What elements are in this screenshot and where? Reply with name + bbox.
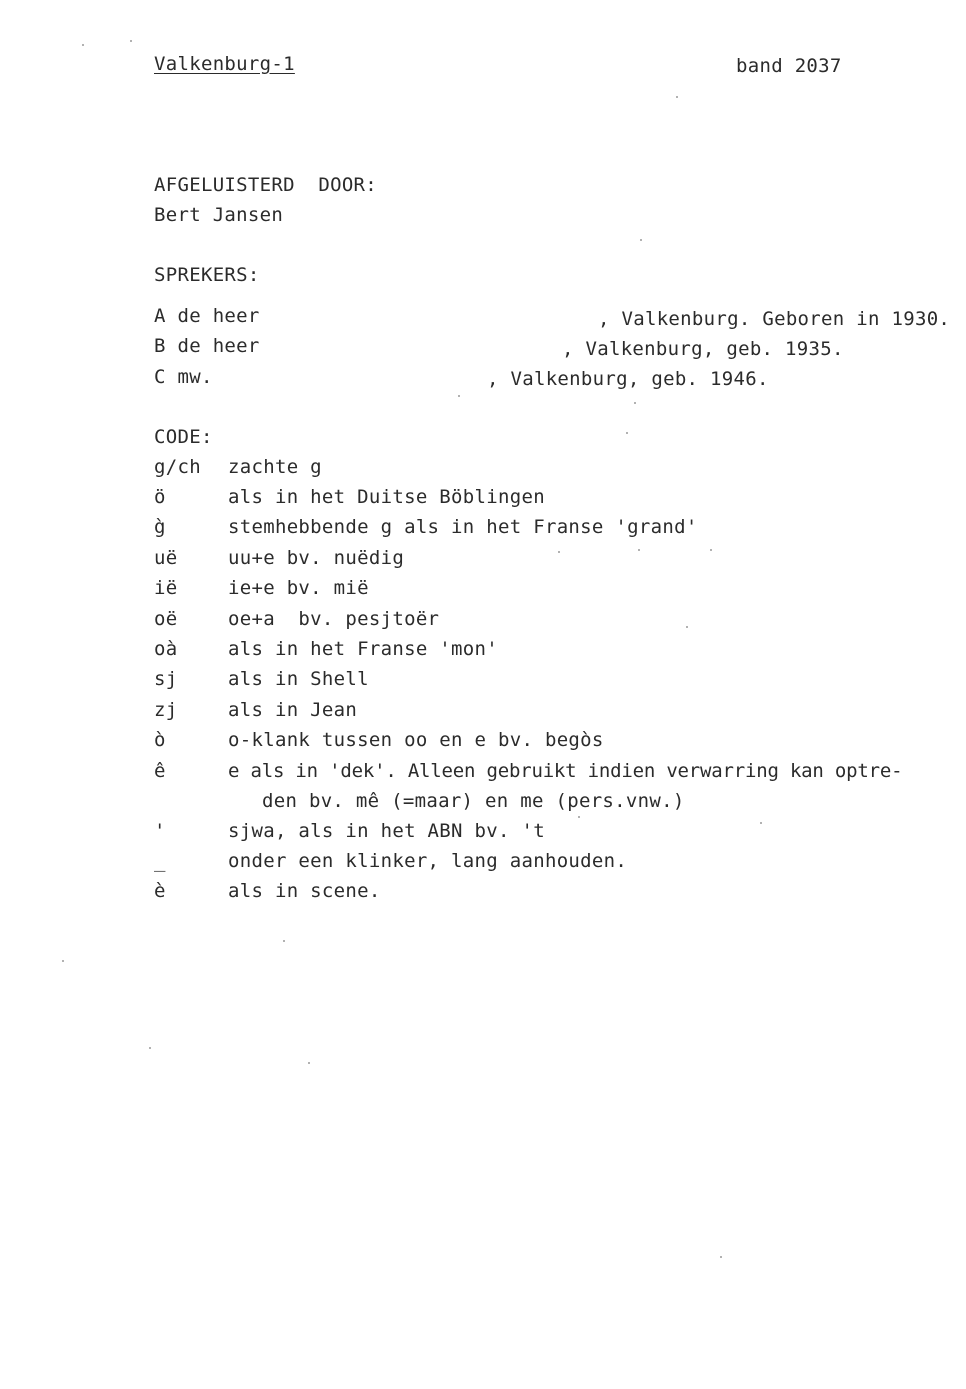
scan-speck bbox=[626, 432, 628, 434]
code-symbol: _ bbox=[154, 850, 166, 872]
transcriber-name: Bert Jansen bbox=[154, 204, 284, 226]
document-title: Valkenburg-1 bbox=[154, 53, 295, 75]
scan-speck bbox=[283, 940, 285, 942]
code-description: onder een klinker, lang aanhouden. bbox=[228, 850, 628, 872]
speaker-id: A de heer bbox=[154, 305, 260, 327]
code-description: als in scene. bbox=[228, 880, 381, 902]
transcriber-label: AFGELUISTERD DOOR: bbox=[154, 174, 378, 196]
speaker-id: B de heer bbox=[154, 335, 260, 357]
code-symbol: g̀ bbox=[154, 516, 166, 538]
speaker-info: , Valkenburg. Geboren in 1930. bbox=[598, 308, 951, 330]
scan-speck bbox=[62, 960, 64, 962]
code-description: als in het Franse 'mon' bbox=[228, 638, 498, 660]
code-description: ie+e bv. mië bbox=[228, 577, 369, 599]
code-description: als in Shell bbox=[228, 668, 369, 690]
code-description: als in Jean bbox=[228, 699, 358, 721]
scan-speck bbox=[686, 626, 688, 628]
code-symbol: ö bbox=[154, 486, 166, 508]
scan-speck bbox=[458, 395, 460, 397]
scan-speck bbox=[720, 1256, 722, 1258]
code-label: CODE: bbox=[154, 426, 213, 448]
scan-speck bbox=[676, 96, 678, 98]
scan-speck bbox=[710, 549, 712, 551]
code-symbol: ' bbox=[154, 820, 166, 842]
code-symbol: è bbox=[154, 880, 166, 902]
scan-speck bbox=[640, 239, 642, 241]
code-symbol: ê bbox=[154, 760, 166, 782]
code-description: sjwa, als in het ABN bv. 't bbox=[228, 820, 545, 842]
code-symbol: zj bbox=[154, 699, 178, 721]
code-description: uu+e bv. nuëdig bbox=[228, 547, 405, 569]
code-symbol: sj bbox=[154, 668, 178, 690]
code-description: als in het Duitse Böblingen bbox=[228, 486, 545, 508]
code-symbol: oë bbox=[154, 608, 178, 630]
scan-speck bbox=[308, 1062, 310, 1064]
tape-number: band 2037 bbox=[736, 55, 842, 77]
scan-speck bbox=[634, 402, 636, 404]
code-description-continuation: den bv. mê (=maar) en me (pers.vnw.) bbox=[262, 790, 685, 812]
scan-speck bbox=[638, 549, 640, 551]
code-description: e als in 'dek'. Alleen gebruikt indien verwarring kan optre- bbox=[228, 760, 903, 782]
scan-speck bbox=[130, 40, 132, 42]
code-symbol: g/ch bbox=[154, 456, 201, 478]
code-symbol: oà bbox=[154, 638, 178, 660]
code-description: stemhebbende g als in het Franse 'grand' bbox=[228, 516, 698, 538]
scan-speck bbox=[149, 1047, 151, 1049]
scan-speck bbox=[82, 44, 84, 46]
code-symbol: ò bbox=[154, 729, 166, 751]
scan-speck bbox=[578, 816, 580, 818]
code-description: oe+a bv. pesjtoër bbox=[228, 608, 440, 630]
speaker-id: C mw. bbox=[154, 366, 213, 388]
speaker-info: , Valkenburg, geb. 1935. bbox=[562, 338, 844, 360]
scan-speck bbox=[760, 822, 762, 824]
code-symbol: uë bbox=[154, 547, 178, 569]
scan-speck bbox=[558, 551, 560, 553]
speaker-info: , Valkenburg, geb. 1946. bbox=[487, 368, 769, 390]
speakers-label: SPREKERS: bbox=[154, 264, 260, 286]
code-description: zachte g bbox=[228, 456, 322, 478]
code-description: o-klank tussen oo en e bv. begòs bbox=[228, 729, 604, 751]
code-symbol: ië bbox=[154, 577, 178, 599]
